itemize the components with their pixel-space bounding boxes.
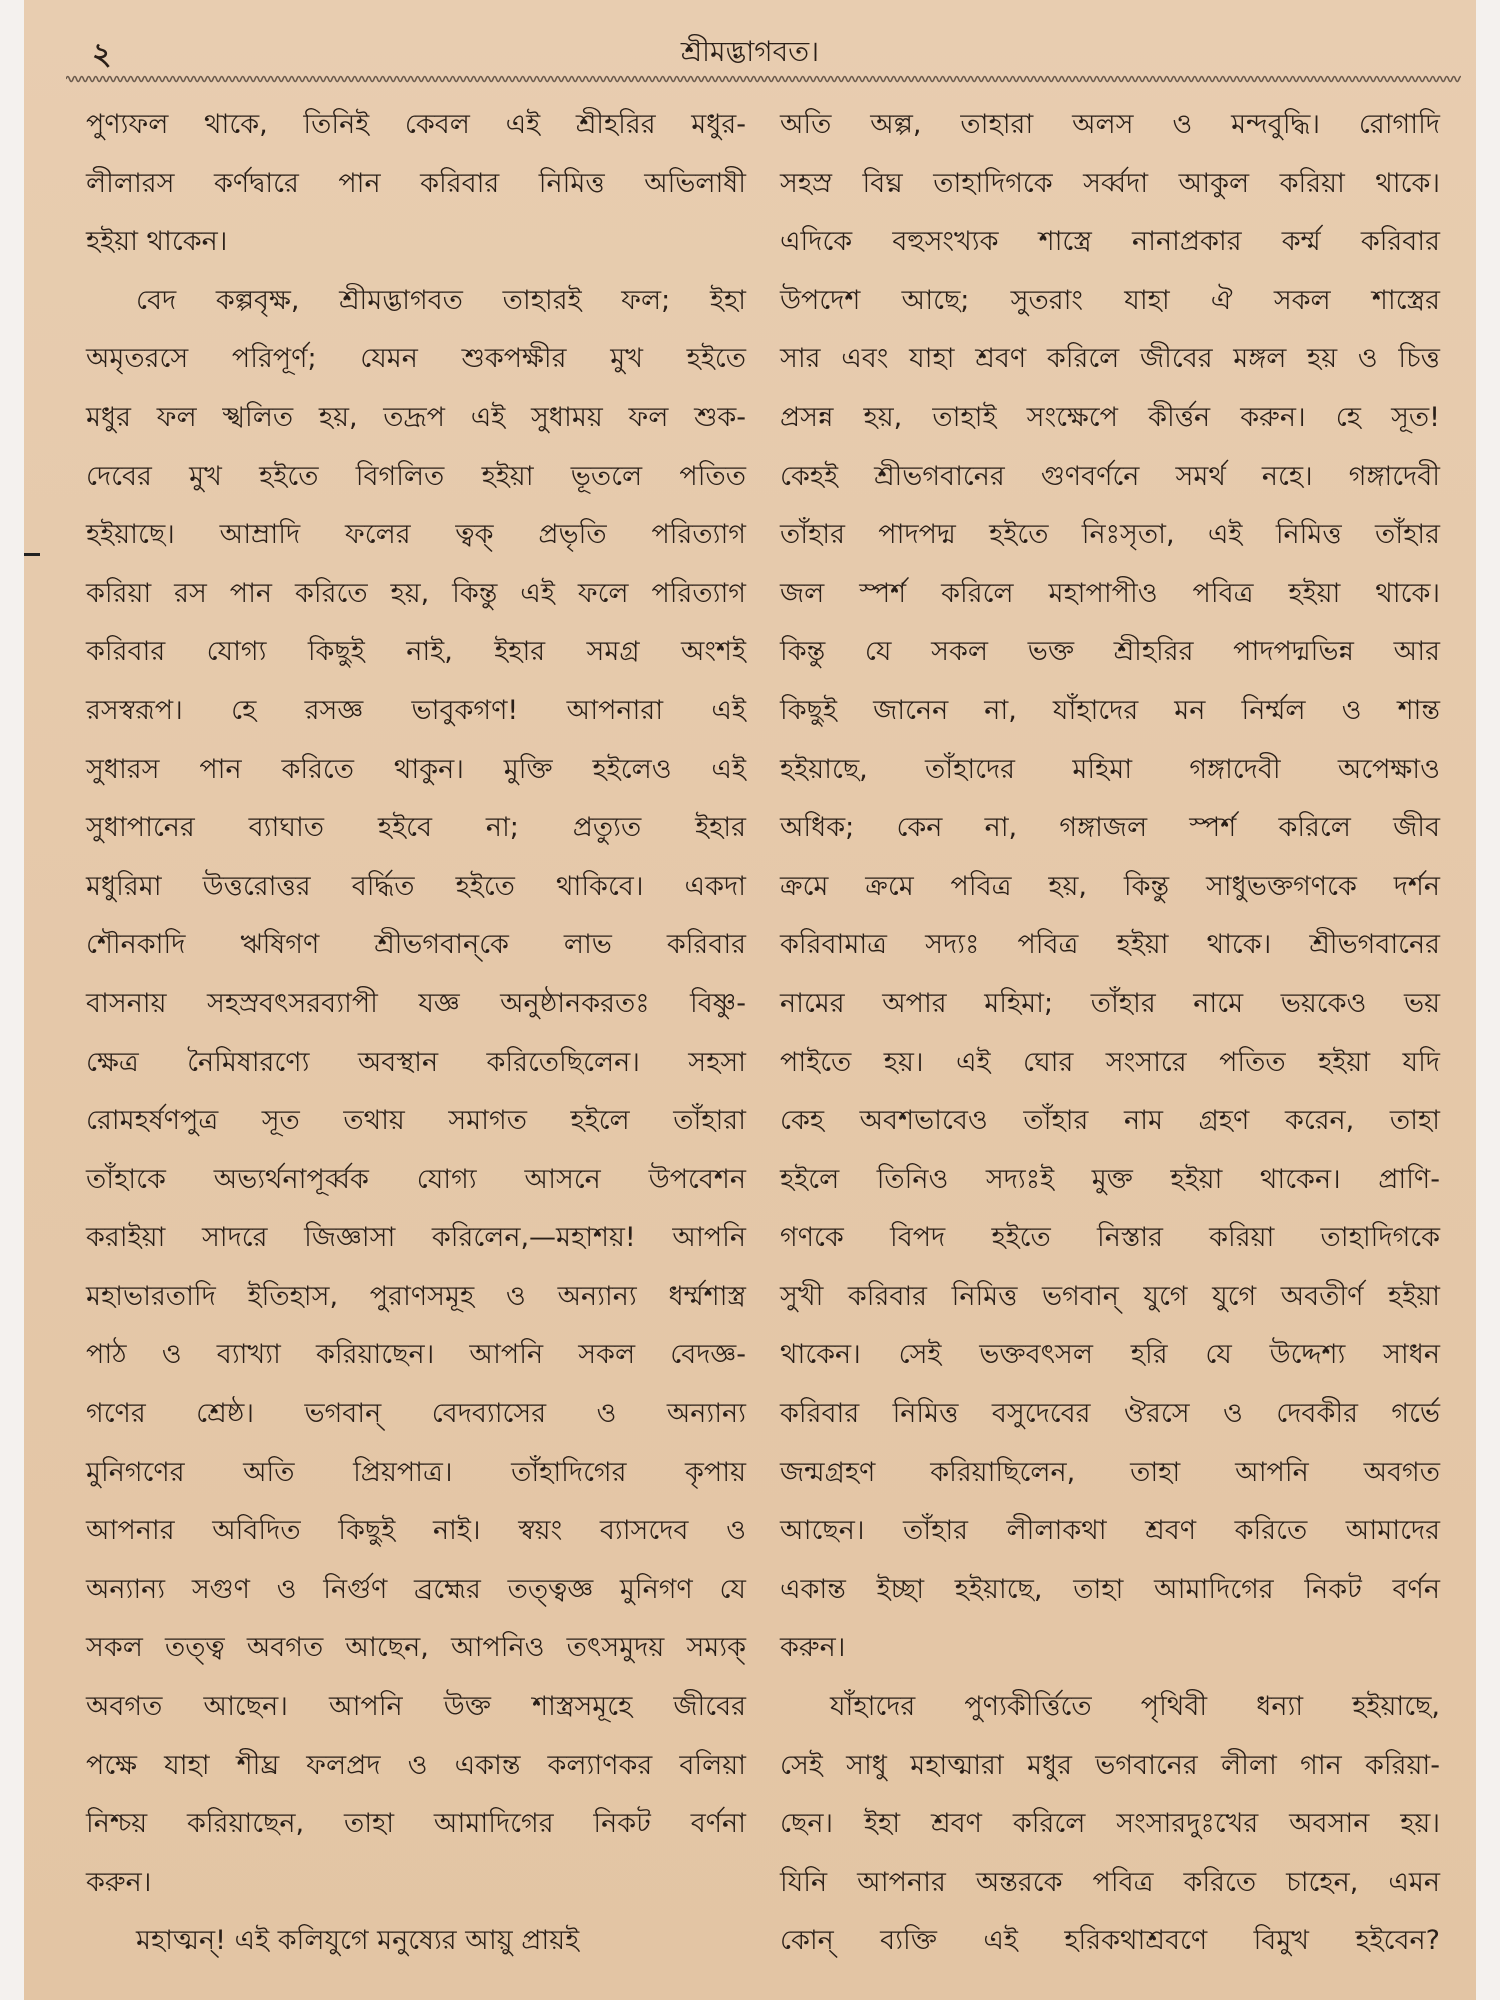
text-line: মহাত্মন্! এই কলিযুগে মনুষ্যের আয়ু প্রায়ই (136, 1925, 580, 1957)
text-line: তাঁহাকে অভ্যর্থনাপূর্ব্বক যোগ্য আসনে উপবেশন (86, 1163, 746, 1195)
text-line: সেই সাধু মহাত্মারা মধুর ভগবানের লীলা গান করিয়া- (780, 1749, 1440, 1781)
text-line: সুখী করিবার নিমিত্ত ভগবান্ যুগে যুগে অবতীর্ণ হইয়া (780, 1280, 1440, 1312)
text-line: হইয়া থাকেন। (86, 226, 228, 258)
text-line: আছেন। তাঁহার লীলাকথা শ্রবণ করিতে আমাদের (780, 1515, 1440, 1547)
text-line: মুনিগণের অতি প্রিয়পাত্র। তাঁহাদিগের কৃপায় (86, 1456, 746, 1488)
text-line: রোমহর্ষণপুত্র সূত তথায় সমাগত হইলে তাঁহারা (86, 1105, 746, 1137)
text-line: অন্যান্য সগুণ ও নির্গুণ ব্রহ্মের তত্ত্বজ্ঞ মুনিগণ যে (86, 1573, 746, 1605)
text-line: প্রসন্ন হয়, তাহাই সংক্ষেপে কীর্ত্তন করুন। হে সূত! (780, 401, 1440, 433)
text-line: করিবামাত্র সদ্যঃ পবিত্র হইয়া থাকে। শ্রীভগবানের (780, 929, 1440, 961)
text-line: ছেন। ইহা শ্রবণ করিলে সংসারদুঃখের অবসান হয়। (780, 1808, 1440, 1840)
text-line: করিয়া রস পান করিতে হয়, কিন্তু এই ফলে পরিত্যাগ (86, 577, 746, 609)
text-line: করুন। (780, 1632, 846, 1664)
text-line: রসস্বরূপ। হে রসজ্ঞ ভাবুকগণ! আপনারা এই (86, 694, 746, 726)
text-line: যাঁহাদের পুণ্যকীর্ত্তিতে পৃথিবী ধন্যা হইয়াছে, (830, 1691, 1440, 1723)
book-page (24, 0, 1476, 2000)
text-line: সার এবং যাহা শ্রবণ করিলে জীবের মঙ্গল হয় ও চিত্ত (780, 343, 1440, 375)
text-line: ক্ষেত্র নৈমিষারণ্যে অবস্থান করিতেছিলেন। সহসা (86, 1046, 746, 1078)
text-line: অবগত আছেন। আপনি উক্ত শাস্ত্রসমূহে জীবের (86, 1691, 746, 1723)
text-line: আপনার অবিদিত কিছুই নাই। স্বয়ং ব্যাসদেব ও (86, 1515, 746, 1547)
text-line: বেদ কল্পবৃক্ষ, শ্রীমদ্ভাগবত তাহারই ফল; ইহা (136, 284, 746, 316)
wavy-divider (66, 74, 1461, 84)
text-line: কেহ অবশভাবেও তাঁহার নাম গ্রহণ করেন, তাহা (780, 1105, 1440, 1137)
page-number: ২ (92, 37, 112, 72)
text-line: করিবার নিমিত্ত বসুদেবের ঔরসে ও দেবকীর গর্ভে (780, 1398, 1440, 1430)
text-line: কেহই শ্রীভগবানের গুণবর্ণনে সমর্থ নহে। গঙ্গাদেবী (780, 460, 1440, 492)
text-line: পাইতে হয়। এই ঘোর সংসারে পতিত হইয়া যদি (780, 1046, 1440, 1078)
text-line: গণের শ্রেষ্ঠ। ভগবান্ বেদব্যাসের ও অন্যান্য (86, 1398, 746, 1430)
text-line: গণকে বিপদ হইতে নিস্তার করিয়া তাহাদিগকে (780, 1222, 1440, 1254)
text-line: যিনি আপনার অন্তরকে পবিত্র করিতে চাহেন, এমন (780, 1866, 1440, 1898)
text-line: মধুরিমা উত্তরোত্তর বর্দ্ধিত হইতে থাকিবে। একদা (86, 870, 746, 902)
right-column (780, 96, 1440, 1971)
text-line: জন্মগ্রহণ করিয়াছিলেন, তাহা আপনি অবগত (780, 1456, 1440, 1488)
text-line: অধিক; কেন না, গঙ্গাজল স্পর্শ করিলে জীব (780, 812, 1440, 844)
text-line: সকল তত্ত্ব অবগত আছেন, আপনিও তৎসমুদয় সম্যক্ (86, 1632, 746, 1664)
text-line: দেবের মুখ হইতে বিগলিত হইয়া ভূতলে পতিত (86, 460, 746, 492)
text-line: সুধারস পান করিতে থাকুন। মুক্তি হইলেও এই (86, 753, 746, 785)
text-line: জল স্পর্শ করিলে মহাপাপীও পবিত্র হইয়া থাকে। (780, 577, 1440, 609)
text-line: লীলারস কর্ণদ্বারে পান করিবার নিমিত্ত অভিলাষী (86, 167, 746, 199)
text-line: মধুর ফল স্খলিত হয়, তদ্রূপ এই সুধাময় ফল শুক- (86, 401, 746, 433)
text-line: হইয়াছে, তাঁহাদের মহিমা গঙ্গাদেবী অপেক্ষাও (780, 753, 1440, 785)
text-line: শৌনকাদি ঋষিগণ শ্রীভগবান্‌কে লাভ করিবার (86, 929, 746, 961)
text-line: তাঁহার পাদপদ্ম হইতে নিঃসৃতা, এই নিমিত্ত তাঁহার (780, 519, 1440, 551)
text-line: বাসনায় সহস্রবৎসরব্যাপী যজ্ঞ অনুষ্ঠানকরতঃ বিষ্ণু- (86, 987, 746, 1019)
margin-mark (24, 553, 40, 556)
text-line: এদিকে বহুসংখ্যক শাস্ত্রে নানাপ্রকার কর্ম্ম করিবার (780, 226, 1440, 258)
text-line: হইয়াছে। আম্রাদি ফলের ত্বক্ প্রভৃতি পরিত্যাগ (86, 519, 746, 551)
text-line: মহাভারতাদি ইতিহাস, পুরাণসমূহ ও অন্যান্য ধর্ম্মশাস্ত্র (86, 1280, 746, 1312)
text-line: নামের অপার মহিমা; তাঁহার নামে ভয়কেও ভয় (780, 987, 1440, 1019)
text-line: অতি অল্প, তাহারা অলস ও মন্দবুদ্ধি। রোগাদি (780, 109, 1440, 140)
text-line: করিবার যোগ্য কিছুই নাই, ইহার সমগ্র অংশই (86, 636, 746, 668)
text-line: ক্রমে ক্রমে পবিত্র হয়, কিন্তু সাধুভক্তগণকে দর্শন (780, 870, 1440, 902)
text-line: কোন্ ব্যক্তি এই হরিকথাশ্রবণে বিমুখ হইবেন? (780, 1925, 1440, 1957)
text-line: উপদেশ আছে; সুতরাং যাহা ঐ সকল শাস্ত্রের (780, 284, 1440, 316)
text-line: পক্ষে যাহা শীঘ্র ফলপ্রদ ও একান্ত কল্যাণকর বলিয়া (86, 1749, 746, 1781)
text-line: হইলে তিনিও সদ্যঃই মুক্ত হইয়া থাকেন। প্রাণি- (780, 1163, 1440, 1195)
text-line: একান্ত ইচ্ছা হইয়াছে, তাহা আমাদিগের নিকট বর্ণন (780, 1573, 1440, 1605)
left-column (86, 96, 746, 1971)
text-line: কিছুই জানেন না, যাঁহাদের মন নির্ম্মল ও শান্ত (780, 694, 1440, 726)
text-line: নিশ্চয় করিয়াছেন, তাহা আমাদিগের নিকট বর্ণনা (86, 1808, 746, 1840)
text-line: অমৃতরসে পরিপূর্ণ; যেমন শুকপক্ষীর মুখ হইতে (86, 343, 746, 375)
text-line: কিন্তু যে সকল ভক্ত শ্রীহরির পাদপদ্মভিন্ন আর (780, 636, 1440, 668)
text-line: করাইয়া সাদরে জিজ্ঞাসা করিলেন,—মহাশয়! আপনি (86, 1222, 746, 1254)
text-line: পাঠ ও ব্যাখ্যা করিয়াছেন। আপনি সকল বেদজ্ঞ- (86, 1339, 746, 1371)
text-line: পুণ্যফল থাকে, তিনিই কেবল এই শ্রীহরির মধুর- (86, 109, 746, 140)
text-line: সহস্র বিঘ্ন তাহাদিগকে সর্ব্বদা আকুল করিয়া থাকে। (780, 167, 1440, 199)
running-title: শ্রীমদ্ভাগবত। (680, 35, 820, 68)
text-line: সুধাপানের ব্যাঘাত হইবে না; প্রত্যুত ইহার (86, 812, 746, 844)
text-line: করুন। (86, 1866, 152, 1898)
text-line: থাকেন। সেই ভক্তবৎসল হরি যে উদ্দেশ্য সাধন (780, 1339, 1440, 1371)
